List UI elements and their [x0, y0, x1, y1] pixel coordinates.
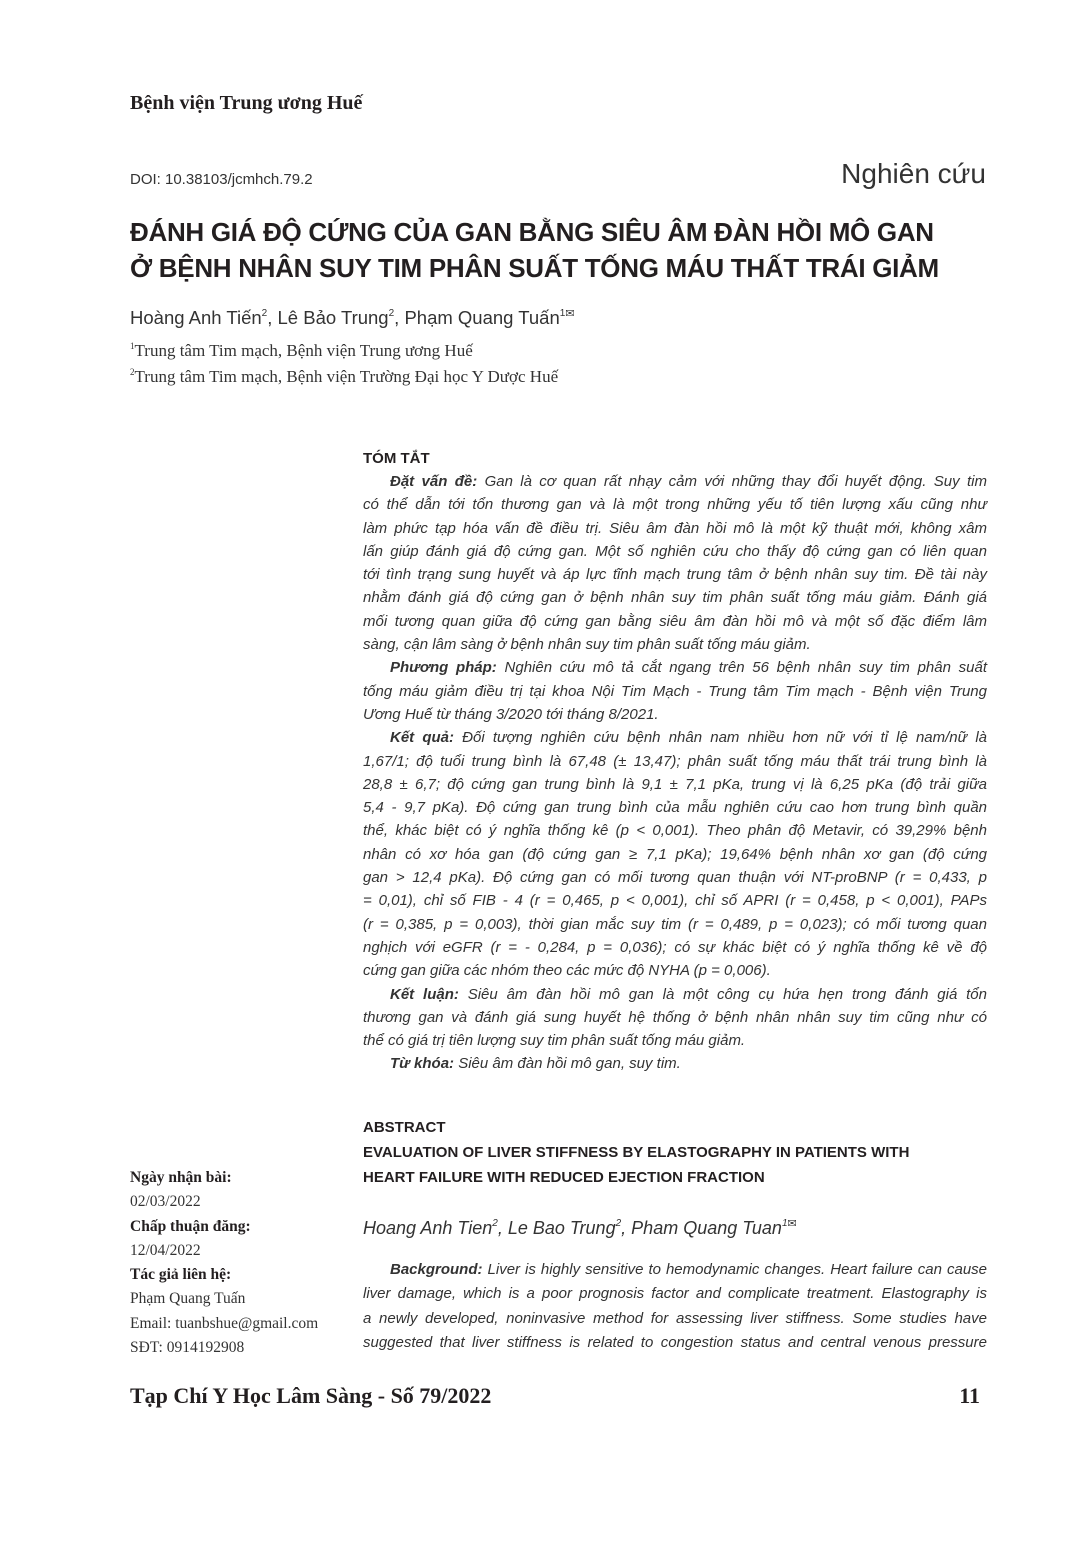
- text-line: Ương Huế từ tháng 3/2020 tới tháng 8/2021.: [363, 705, 659, 723]
- abstract-keywords: [363, 1052, 987, 1075]
- running-header-hospital: Bệnh viện Trung ương Huế: [130, 92, 363, 114]
- received-date: 02/03/2022: [130, 1193, 201, 1211]
- paragraph-label: Kết luận:: [390, 985, 459, 1003]
- affiliation-text: Trung tâm Tim mạch, Bệnh viện Trường Đại học Y Dược Huế: [134, 367, 559, 386]
- footer-journal-name: Tạp Chí Y Học Lâm Sàng - Số 79/2022: [130, 1383, 492, 1408]
- text-line: thương gan và đánh giá sung huyết hệ thống ở bệnh nhân nhân suy tim cũng như có: [363, 1008, 987, 1026]
- author-name: Hoang Anh Tien: [363, 1218, 493, 1238]
- accepted-date: 12/04/2022: [130, 1241, 201, 1259]
- text-line: mối tương quan giữa độ cứng gan bằng siêu âm đàn hồi mô và một số đặc điểm lâm: [363, 612, 987, 630]
- article-info-sidebar: [130, 1166, 318, 1360]
- text-line: lấn giúp đánh giá độ cứng gan. Một số nghiên cứu cho thấy độ cứng gan có liên quan: [363, 542, 987, 560]
- abstract-english: [363, 1115, 987, 1355]
- text-line: a newly developed, noninvasive method for assessing liver stiffness. Some studies have: [363, 1309, 987, 1327]
- text-line: sàng, cận lâm sàng ở bệnh nhân suy tim phân suất tống máu giảm.: [363, 636, 811, 654]
- abstract-background: [363, 470, 987, 656]
- text-line: làm phức tạp hóa vấn đề điều trị. Siêu âm đàn hồi mô là một kỹ thuật mới, không xâm: [363, 519, 987, 537]
- paragraph-label: Từ khóa:: [390, 1055, 455, 1073]
- author-separator: ,: [497, 1218, 508, 1238]
- paragraph-label: Phương pháp:: [390, 659, 497, 677]
- text-line: Phương pháp: Nghiên cứu mô tả cắt ngang trên 56 bệnh nhân suy tim phân suất: [390, 659, 988, 677]
- text-line: Đặt vấn đề: Gan là cơ quan rất nhạy cảm với những thay đổi huyết động. Suy tim: [390, 473, 987, 490]
- text-line: Kết quả: Đối tượng nghiên cứu bệnh nhân nam nhiều hơn nữ với tỉ lệ nam/nữ là: [390, 729, 987, 747]
- article-title-line: ĐÁNH GIÁ ĐỘ CỨNG CỦA GAN BẰNG SIÊU ÂM ĐÀN HỒI MÔ GAN: [130, 217, 934, 247]
- paragraph-label: Background:: [390, 1261, 483, 1278]
- text-line: nghịch với eGFR (r = - 0,284, p = 0,036); có sự khác biệt có ý nghĩa thống kê về độ: [363, 938, 987, 956]
- abstract-heading: TÓM TẮT: [363, 450, 430, 467]
- paragraph-label: Kết quả:: [390, 729, 454, 747]
- author-affiliation-number: 1: [781, 1218, 788, 1229]
- english-author-list: [363, 1212, 987, 1240]
- abstract-background-english: [363, 1258, 987, 1355]
- author-separator: ,: [621, 1218, 632, 1238]
- author-list: [130, 307, 575, 329]
- text-line: gan > 12,4 pKa). Độ cứng gan có mối tương quan thuận với NT-proBNP (r = 0,433, p: [363, 869, 987, 887]
- abstract-conclusion: [363, 983, 987, 1053]
- text-line: Background: Liver is highly sensitive to hemodynamic changes. Heart failure can cause: [390, 1261, 987, 1278]
- affiliation-number: 1: [130, 341, 135, 351]
- envelope-icon[interactable]: ✉: [565, 308, 575, 320]
- contact-email[interactable]: Email: tuanbshue@gmail.com: [130, 1314, 319, 1332]
- text-line: 28,8 ± 6,7; độ cứng gan trung bình là 9,1 ± 7,1 pKa, trung vị là 6,25 pKa (độ trải giữa: [363, 775, 987, 793]
- author-name: Phạm Quang Tuấn: [404, 307, 560, 328]
- text-line: 1,67/1; độ tuổi trung bình là 67,48 (± 13,47); phân suất tống máu thất trái trung bình là: [363, 752, 987, 770]
- author-affiliation-number: 2: [615, 1218, 622, 1229]
- text-line: (r = 0,385, p = 0,003), thời gian mắc suy tim (r = 0,489, p = 0,023); có mối tương quan: [363, 915, 987, 933]
- doi-link[interactable]: DOI: 10.38103/jcmhch.79.2: [130, 171, 313, 188]
- author-affiliation-number: 2: [261, 308, 268, 319]
- author-affiliation-number: 1: [559, 308, 566, 319]
- text-line: thể, khác biệt có ý nghĩa thống kê (p < 0,001). Theo phân độ Metavir, có 39,29% bệnh: [363, 822, 987, 840]
- author-separator: ,: [267, 307, 278, 328]
- text-line: thể có giá trị tiên lượng suy tim phân suất tống máu giảm.: [363, 1032, 746, 1050]
- english-title-line: HEART FAILURE WITH REDUCED EJECTION FRACTION: [363, 1169, 765, 1186]
- author-name: Le Bao Trung: [507, 1218, 616, 1238]
- article-title: [130, 214, 1010, 286]
- text-line: nhằm đánh giá độ cứng gan ở bệnh nhân suy tim phân suất tống máu giảm. Đánh giá: [363, 589, 987, 607]
- abstract-vietnamese: [363, 448, 987, 1076]
- author-affiliation-number: 2: [388, 308, 395, 319]
- english-title-line: EVALUATION OF LIVER STIFFNESS BY ELASTOGRAPHY IN PATIENTS WITH: [363, 1144, 910, 1161]
- accepted-label: Chấp thuận đăng:: [130, 1217, 251, 1235]
- author-name: Hoàng Anh Tiến: [130, 307, 262, 328]
- text-line: suggested that liver stiffness is related to congestion status and central venous pressure: [363, 1333, 987, 1351]
- abstract-results: [363, 726, 987, 982]
- affiliation: [130, 341, 473, 361]
- text-line: tống máu giảm điều trị tại khoa Nội Tim Mạch - Trung tâm Tim mạch - Bệnh viện Trung: [363, 682, 987, 700]
- author-separator: ,: [394, 307, 405, 328]
- section-label: Nghiên cứu: [841, 158, 986, 189]
- contact-phone: SĐT: 0914192908: [130, 1339, 245, 1357]
- envelope-icon[interactable]: ✉: [787, 1218, 797, 1230]
- text-line: = 0,01), chỉ số FIB - 4 (r = 0,465, p < 0,001), chỉ số APRI (r = 0,458, p < 0,001), PAPs: [363, 892, 987, 910]
- paragraph-label: Đặt vấn đề:: [390, 473, 478, 490]
- text-line: nhân có xơ hóa gan (độ cứng gan ≥ 7,1 pKa); 19,64% bệnh nhân xơ gan (độ cứng: [363, 845, 987, 863]
- author-name: Pham Quang Tuan: [631, 1218, 782, 1238]
- affiliation: [130, 367, 558, 387]
- text-line: 5,4 - 9,7 pKa). Độ cứng gan trung bình của mẫu nghiên cứu cao hơn trung bình quần: [363, 799, 987, 817]
- text-line: Kết luận: Siêu âm đàn hồi mô gan là một công cụ hứa hẹn trong đánh giá tổn: [390, 985, 987, 1003]
- author-name: Lê Bảo Trung: [277, 307, 389, 328]
- text-line: Từ khóa: Siêu âm đàn hồi mô gan, suy tim.: [390, 1055, 681, 1073]
- affiliation-text: Trung tâm Tim mạch, Bệnh viện Trung ương Huế: [134, 341, 473, 360]
- abstract-heading: ABSTRACT: [363, 1119, 446, 1136]
- contact-name: Phạm Quang Tuấn: [130, 1290, 246, 1308]
- page-number: 11: [959, 1383, 980, 1408]
- affiliation-number: 2: [130, 367, 135, 377]
- author-affiliation-number: 2: [492, 1218, 498, 1229]
- received-label: Ngày nhận bài:: [130, 1169, 232, 1186]
- abstract-methods: [363, 656, 987, 726]
- contact-label: Tác giả liên hệ:: [130, 1266, 232, 1284]
- text-line: tới tình trạng sung huyết và áp lực tĩnh mạch trung tâm ở bệnh nhân suy tim. Đề tài này: [363, 566, 987, 584]
- text-line: cứng gan giữa các nhóm theo các mức độ NYHA (p = 0,006).: [363, 962, 771, 980]
- article-title-line: Ở BỆNH NHÂN SUY TIM PHÂN SUẤT TỐNG MÁU THẤT TRÁI GIẢM: [130, 253, 939, 283]
- text-line: có thể dẫn tới tổn thương gan và là một trong những yếu tố tiên lượng xấu cũng như: [363, 496, 987, 514]
- text-line: liver damage, which is a poor prognosis factor and complicate treatment. Elastography is: [363, 1285, 987, 1303]
